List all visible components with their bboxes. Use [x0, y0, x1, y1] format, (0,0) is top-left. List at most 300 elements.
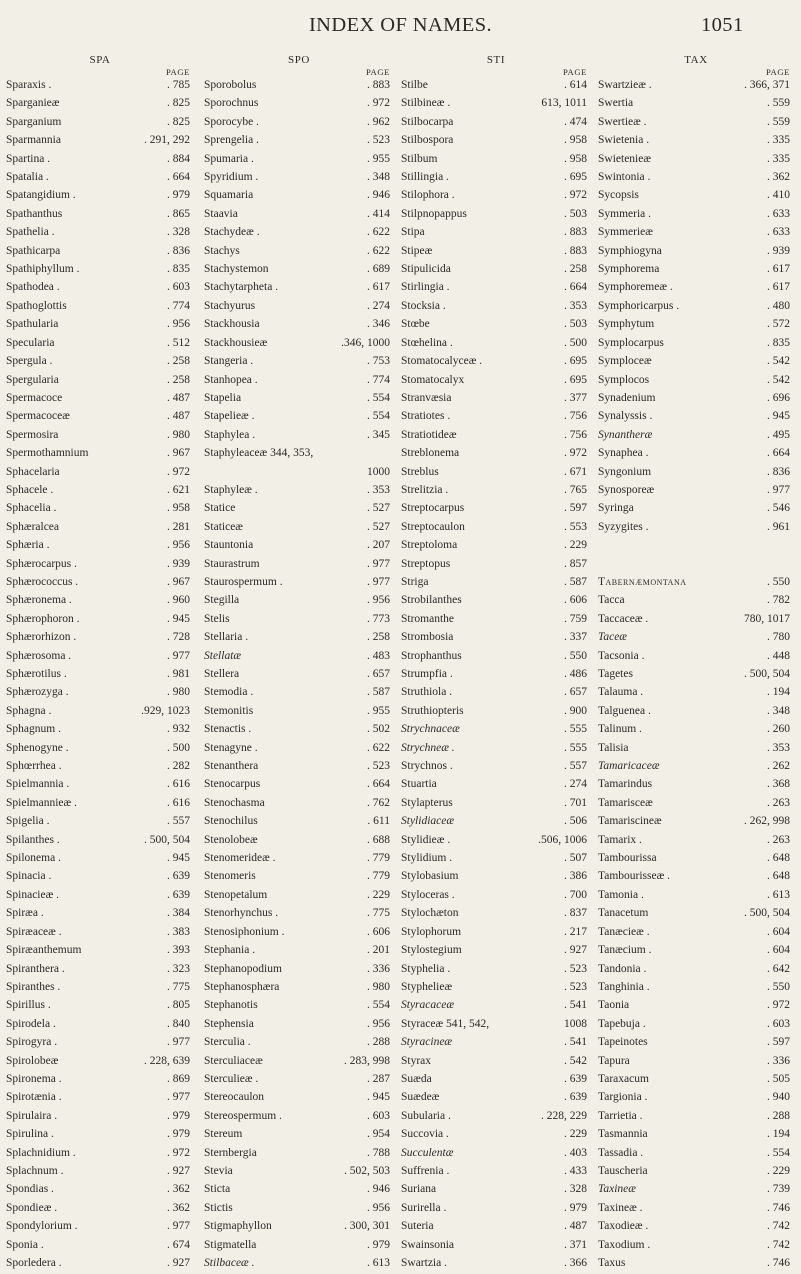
index-entry — [401, 391, 591, 409]
entry-page: . 780 — [767, 631, 790, 644]
entry-name: Spathicarpa — [6, 244, 61, 257]
entry-name: Succovia . — [401, 1128, 449, 1141]
entry-name: Styphelieæ — [401, 980, 453, 993]
index-entry — [204, 207, 394, 225]
index-entry — [6, 593, 194, 611]
entry-page: . 695 — [564, 355, 587, 368]
entry-name: Spirulina . — [6, 1128, 54, 1141]
entry-page: . 614 — [564, 79, 587, 91]
entry-name: Stenolobeæ — [204, 833, 258, 846]
index-column — [598, 52, 794, 1274]
index-entry — [598, 557, 794, 575]
entry-page: . 664 — [767, 447, 790, 460]
index-entry — [598, 980, 794, 998]
index-entry — [204, 1182, 394, 1200]
entry-name: Stereospermum . — [204, 1109, 282, 1122]
entry-name: Sparganium — [6, 115, 62, 128]
index-entry — [204, 409, 394, 427]
entry-name: Spirodela . — [6, 1017, 56, 1030]
entry-name: Sphacelaria — [6, 465, 60, 478]
index-entry — [598, 115, 794, 133]
entry-page: . 639 — [167, 888, 190, 901]
entry-name: Struthiopteris — [401, 704, 464, 717]
entry-page: . 972 — [767, 999, 790, 1012]
entry-page: . 688 — [367, 833, 390, 846]
entry-page: . 785 — [167, 79, 190, 91]
entry-name: Taceæ — [598, 631, 627, 644]
index-entry — [401, 906, 591, 924]
entry-name: Stenomerideæ . — [204, 852, 276, 865]
entry-page: . 228, 229 — [541, 1109, 587, 1122]
index-entry — [204, 133, 394, 151]
entry-name: Spathanthus — [6, 207, 63, 220]
index-entry — [401, 943, 591, 961]
entry-name: Sparmannia — [6, 134, 61, 147]
entry-page: . 980 — [167, 686, 190, 699]
entry-name: Strobilanthes — [401, 594, 462, 607]
entry-page: . 572 — [767, 318, 790, 331]
entry-page: . 977 — [167, 1220, 190, 1233]
entry-name: Stemonitis — [204, 704, 254, 717]
index-entry — [401, 520, 591, 538]
entry-name: Stenosiphonium . — [204, 925, 285, 938]
index-entry — [6, 483, 194, 501]
entry-page: . 542 — [767, 355, 790, 368]
entry-page: . 927 — [167, 1257, 190, 1269]
index-entry — [6, 391, 194, 409]
entry-name: Staavia — [204, 207, 238, 220]
entry-page: . 611 — [367, 815, 390, 828]
entry-page: . 613 — [367, 1257, 390, 1269]
entry-name: Strelitzia . — [401, 483, 449, 496]
entry-page: 1000 — [367, 465, 390, 478]
entry-page: . 606 — [367, 925, 390, 938]
entry-page: . 403 — [564, 1146, 587, 1159]
entry-page: .346, 1000 — [341, 336, 390, 349]
index-entry — [401, 483, 591, 501]
entry-page: . 739 — [767, 1183, 790, 1196]
entry-name: Swietenia . — [598, 134, 650, 147]
entry-name: Styrax — [401, 1054, 432, 1067]
index-entry — [598, 649, 794, 667]
entry-name: Stemodia . — [204, 686, 254, 699]
entry-name: Stereum — [204, 1128, 243, 1141]
index-entry — [598, 851, 794, 869]
entry-page: . 263 — [767, 796, 790, 809]
index-entry — [598, 741, 794, 759]
entry-name: Sphærosoma . — [6, 649, 72, 662]
entry-name: Stipulicida — [401, 263, 451, 276]
entry-name: Stephanotis — [204, 999, 258, 1012]
entry-name: Sterculieæ . — [204, 1072, 259, 1085]
index-entry — [204, 1090, 394, 1108]
entry-page: . 541 — [564, 999, 587, 1012]
index-entry — [6, 520, 194, 538]
index-entry — [598, 188, 794, 206]
index-entry — [598, 833, 794, 851]
index-entry — [6, 777, 194, 795]
index-entry — [204, 796, 394, 814]
entry-name: Tassadia . — [598, 1146, 644, 1159]
entry-page: . 979 — [167, 1109, 190, 1122]
entry-page: . 603 — [767, 1017, 790, 1030]
entry-page: . 648 — [767, 852, 790, 865]
entry-name: Streblus — [401, 465, 439, 478]
entry-page: . 353 — [564, 299, 587, 312]
entry-page: . 550 — [767, 575, 790, 588]
entry-page: . 972 — [564, 189, 587, 202]
index-entry — [598, 244, 794, 262]
entry-name: Sphagnum . — [6, 723, 61, 736]
entry-name: Sporledera . — [6, 1257, 62, 1269]
index-entry — [598, 1219, 794, 1237]
entry-name: Synantheræ — [598, 428, 653, 441]
entry-page: . 695 — [564, 171, 587, 184]
entry-page: . 559 — [767, 115, 790, 128]
entry-name: Taxus — [598, 1257, 626, 1269]
entry-name: Stylobasium — [401, 870, 459, 883]
index-entry — [401, 962, 591, 980]
entry-page: . 283, 998 — [344, 1054, 390, 1067]
index-entry — [6, 575, 194, 593]
index-entry — [204, 1146, 394, 1164]
entry-name: Stereocaulon — [204, 1091, 265, 1104]
entry-page: . 742 — [767, 1220, 790, 1233]
entry-page: . 502, 503 — [344, 1164, 390, 1177]
entry-page: . 487 — [167, 410, 190, 423]
index-entry — [204, 78, 394, 96]
index-entry — [401, 869, 591, 887]
entry-page: . 939 — [767, 244, 790, 257]
index-entry — [204, 446, 394, 464]
entry-page: . 728 — [167, 631, 190, 644]
entry-name: Squamaria — [204, 189, 254, 202]
entry-page: . 353 — [367, 483, 390, 496]
entry-page: . 671 — [564, 465, 587, 478]
index-entry — [401, 925, 591, 943]
index-entry — [6, 354, 194, 372]
entry-name: Taxodieæ . — [598, 1220, 649, 1233]
index-entry — [204, 777, 394, 795]
entry-page: . 836 — [167, 244, 190, 257]
entry-name: Spinacieæ . — [6, 888, 60, 901]
entry-name: Symmerieæ — [598, 226, 653, 239]
index-entry — [6, 980, 194, 998]
entry-page: . 604 — [767, 925, 790, 938]
index-entry — [401, 741, 591, 759]
entry-name: Swainsonia — [401, 1238, 455, 1251]
entry-page: . 622 — [367, 226, 390, 239]
entry-page: . 884 — [167, 152, 190, 165]
entry-page: . 274 — [367, 299, 390, 312]
entry-name: Spermosira — [6, 428, 59, 441]
index-entry — [6, 336, 194, 354]
entry-name: Spathelia . — [6, 226, 55, 239]
entry-name: Stegilla — [204, 594, 240, 607]
index-entry — [6, 888, 194, 906]
index-entry — [204, 538, 394, 556]
entry-name: Staphyleaceæ 344, 353, — [204, 447, 314, 460]
index-entry — [598, 78, 794, 96]
index-entry — [204, 1164, 394, 1182]
entry-page: . 606 — [564, 594, 587, 607]
page-header — [0, 14, 801, 54]
entry-page: . 746 — [767, 1201, 790, 1214]
entry-name: Styracaceæ — [401, 999, 455, 1012]
entry-name: Sphærococcus . — [6, 575, 79, 588]
index-entry — [204, 649, 394, 667]
entry-name: Striga — [401, 575, 429, 588]
entry-name: Spinacia . — [6, 870, 52, 883]
index-entry — [401, 630, 591, 648]
index-entry — [204, 520, 394, 538]
entry-page: . 555 — [564, 723, 587, 736]
entry-page: . 507 — [564, 852, 587, 865]
entry-name: Spermacoceæ — [6, 410, 70, 423]
index-entry — [401, 446, 591, 464]
entry-name: Succulentæ — [401, 1146, 454, 1159]
index-entry — [6, 630, 194, 648]
entry-page: . 775 — [167, 980, 190, 993]
entry-page: . 825 — [167, 115, 190, 128]
entry-name: Stratiotes . — [401, 410, 451, 423]
entry-page: . 622 — [367, 741, 390, 754]
entry-page: . 366 — [564, 1257, 587, 1269]
entry-page: . 542 — [564, 1054, 587, 1067]
entry-page: . 550 — [564, 649, 587, 662]
entry-page: . 335 — [767, 152, 790, 165]
entry-name: Tamarisceæ — [598, 796, 653, 809]
entry-page: . 977 — [367, 575, 390, 588]
entry-page: . 258 — [367, 631, 390, 644]
entry-name: Stachystemon — [204, 263, 269, 276]
entry-name: Stenochilus — [204, 815, 258, 828]
entry-name: Spondieæ . — [6, 1201, 58, 1214]
index-entry — [204, 630, 394, 648]
entry-name: Tanæcieæ . — [598, 925, 650, 938]
index-column — [6, 52, 194, 1274]
entry-page: . 500, 504 — [744, 668, 790, 680]
entry-page: . 696 — [767, 391, 790, 404]
entry-name: Spathoglottis — [6, 299, 67, 312]
entry-name: Surirella . — [401, 1201, 447, 1214]
entry-page: . 633 — [767, 207, 790, 220]
entry-page: . 362 — [167, 1201, 190, 1214]
entry-page: . 282 — [167, 760, 190, 773]
entry-name: Stylostegium — [401, 944, 462, 957]
index-entry — [598, 998, 794, 1016]
entry-name: Sphœrrhea . — [6, 760, 62, 773]
entry-page: . 633 — [767, 226, 790, 239]
index-entry — [204, 501, 394, 519]
entry-page: . 433 — [564, 1164, 587, 1177]
entry-name: Spiræaceæ . — [6, 925, 62, 938]
entry-name: Spironema . — [6, 1072, 62, 1085]
entry-page: . 546 — [767, 502, 790, 515]
entry-page: . 353 — [767, 741, 790, 754]
entry-name: Stelis — [204, 612, 230, 625]
entry-name: Stephanosphæra — [204, 980, 280, 993]
entry-page: . 505 — [767, 1072, 790, 1085]
index-entry — [598, 336, 794, 354]
index-entry — [204, 225, 394, 243]
entry-page: . 664 — [167, 171, 190, 184]
entry-page: . 622 — [367, 244, 390, 257]
entry-name: Spathularia — [6, 318, 59, 331]
index-entry — [6, 704, 194, 722]
entry-page: . 274 — [564, 778, 587, 791]
entry-name: Subularia . — [401, 1109, 451, 1122]
entry-name: Suteria — [401, 1220, 434, 1233]
index-entry — [598, 1109, 794, 1127]
index-entry — [598, 759, 794, 777]
entry-name: Taxineæ — [598, 1183, 636, 1196]
entry-page: . 603 — [367, 1109, 390, 1122]
entry-name: Spirolobeæ — [6, 1054, 59, 1067]
index-entry — [204, 906, 394, 924]
entry-name: Stachytarpheta . — [204, 281, 279, 294]
entry-page: . 956 — [367, 1017, 390, 1030]
index-entry — [401, 557, 591, 575]
index-column — [204, 52, 394, 1274]
entry-page: . 288 — [767, 1109, 790, 1122]
entry-page: . 410 — [767, 189, 790, 202]
entry-name: Streblonema — [401, 447, 460, 460]
entry-name: Staphyleæ . — [204, 483, 258, 496]
entry-name: Stylophorum — [401, 925, 462, 938]
index-entry — [6, 170, 194, 188]
entry-name: Stellatæ — [204, 649, 242, 662]
entry-page: . 483 — [367, 649, 390, 662]
entry-name: Spathodea . — [6, 281, 60, 294]
entry-name: Taccaceæ . — [598, 612, 649, 625]
index-entry — [204, 262, 394, 280]
entry-page: . 939 — [167, 557, 190, 570]
index-entry — [6, 1256, 194, 1274]
entry-name: Stackhousieæ — [204, 336, 268, 349]
entry-name: Stanhopea . — [204, 373, 258, 386]
entry-name: Swartzieæ . — [598, 79, 652, 91]
entry-page: . 345 — [367, 428, 390, 441]
index-entry — [6, 649, 194, 667]
entry-name: Sternbergia — [204, 1146, 257, 1159]
index-entry — [6, 133, 194, 151]
entry-page: . 836 — [767, 465, 790, 478]
entry-page: . 217 — [564, 925, 587, 938]
entry-name: Targionia . — [598, 1091, 648, 1104]
entry-page: . 883 — [564, 244, 587, 257]
index-entry — [401, 280, 591, 298]
entry-name: Staurastrum — [204, 557, 260, 570]
entry-page: . 900 — [564, 704, 587, 717]
index-entry — [204, 299, 394, 317]
entry-name: Sphæronema . — [6, 594, 72, 607]
entry-page: . 500 — [564, 336, 587, 349]
index-entry — [6, 78, 194, 96]
index-entry — [401, 667, 591, 685]
entry-page: . 945 — [167, 852, 190, 865]
entry-name: Sphærotilus . — [6, 668, 67, 680]
index-entry — [401, 244, 591, 262]
entry-name: Tamariscineæ — [598, 815, 662, 828]
entry-name: Spirogyra . — [6, 1036, 58, 1049]
index-entry — [598, 428, 794, 446]
entry-name: Sphærocarpus . — [6, 557, 77, 570]
index-entry — [401, 354, 591, 372]
entry-page: . 927 — [167, 1164, 190, 1177]
entry-page: . 956 — [367, 594, 390, 607]
entry-name: Tanacetum — [598, 907, 649, 920]
index-entry — [204, 888, 394, 906]
entry-name: Stachydeæ . — [204, 226, 260, 239]
entry-name: Symphorema — [598, 263, 660, 276]
entry-page: . 883 — [367, 79, 390, 91]
entry-name: Styracineæ — [401, 1036, 453, 1049]
entry-page: . 956 — [167, 318, 190, 331]
entry-page: . 523 — [564, 980, 587, 993]
entry-page: . 967 — [167, 447, 190, 460]
entry-name: Stilbospora — [401, 134, 454, 147]
entry-page: . 835 — [167, 263, 190, 276]
entry-page: . 554 — [367, 391, 390, 404]
entry-page: . 639 — [167, 870, 190, 883]
entry-page: . 621 — [167, 483, 190, 496]
entry-name: Taxineæ . — [598, 1201, 643, 1214]
entry-name: Spiræanthemum — [6, 944, 82, 957]
entry-page: . 946 — [367, 1183, 390, 1196]
index-entry — [204, 998, 394, 1016]
entry-name: Tambourisseæ . — [598, 870, 671, 883]
entry-name: Spilonema . — [6, 852, 61, 865]
entry-page: . 940 — [767, 1091, 790, 1104]
entry-name: Spielmannia . — [6, 778, 70, 791]
entry-name: Stigmatella — [204, 1238, 257, 1251]
entry-page: . 603 — [167, 281, 190, 294]
entry-page: . 775 — [367, 907, 390, 920]
entry-page: . 557 — [167, 815, 190, 828]
index-entry — [401, 814, 591, 832]
entry-page: . 448 — [767, 649, 790, 662]
entry-name: Talinum . — [598, 723, 642, 736]
entry-name: Strophanthus — [401, 649, 462, 662]
entry-name: Spiræa . — [6, 907, 44, 920]
index-entry — [401, 980, 591, 998]
index-entry — [401, 336, 591, 354]
entry-name: Stilbum — [401, 152, 438, 165]
entry-page: . 386 — [564, 870, 587, 883]
entry-page: . 512 — [167, 336, 190, 349]
entry-page: . 945 — [767, 410, 790, 423]
entry-page: . 756 — [564, 410, 587, 423]
index-entry — [401, 1201, 591, 1219]
index-entry — [204, 428, 394, 446]
entry-name: Styloceras . — [401, 888, 455, 901]
index-entry — [598, 207, 794, 225]
entry-name: Specularia — [6, 336, 55, 349]
index-entry — [204, 280, 394, 298]
entry-name: Sparaxis . — [6, 79, 52, 91]
index-entry — [598, 96, 794, 114]
entry-page: . 368 — [767, 778, 790, 791]
entry-page: . 962 — [367, 115, 390, 128]
entry-name: Tapebuja . — [598, 1017, 646, 1030]
index-entry — [598, 280, 794, 298]
entry-page: . 541 — [564, 1036, 587, 1049]
entry-name: Symphytum — [598, 318, 655, 331]
index-entry — [204, 391, 394, 409]
entry-name: Strychneæ . — [401, 741, 455, 754]
entry-name: Sphæralcea — [6, 520, 60, 533]
